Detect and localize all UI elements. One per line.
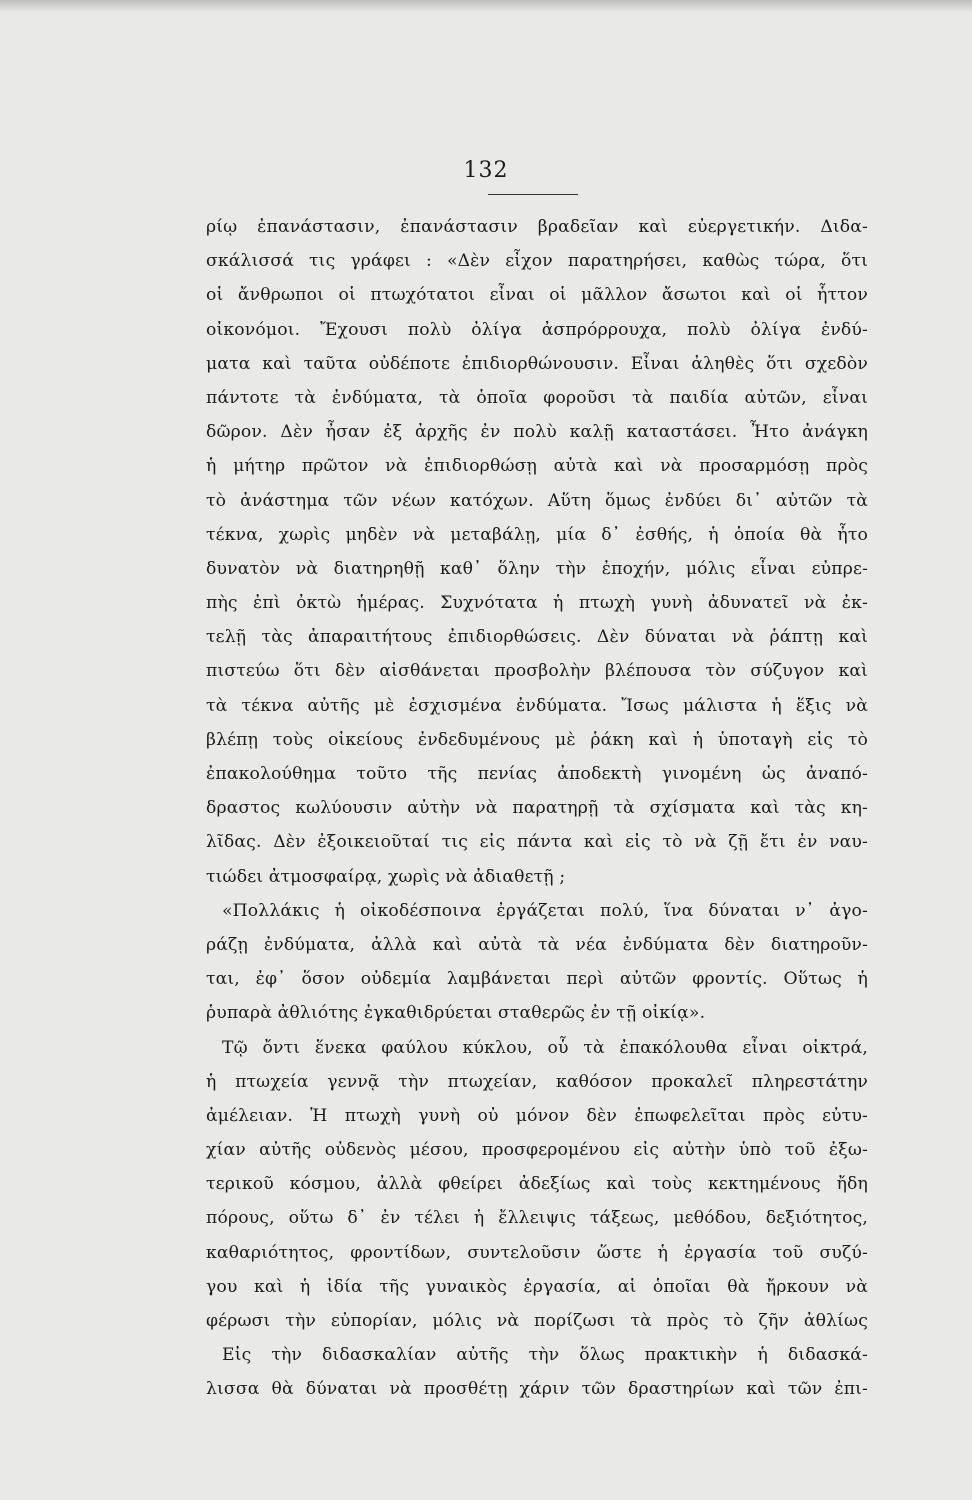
page-top-edge	[0, 0, 972, 12]
text-line: πὴς ἐπὶ ὀκτὼ ἡμέρας. Συχνότατα ἡ πτωχὴ γυνὴ ἀδυνατεῖ νὰ ἐκ-	[206, 593, 868, 614]
text-line: γου καὶ ἡ ἰδία τῆς γυναικὸς ἐργασία, αἱ ὁποῖαι θὰ ἤρκουν νὰ	[206, 1276, 868, 1297]
text-line: τελῇ τὰς ἀπαραιτήτους ἐπιδιορθώσεις. Δὲν δύναται νὰ ῥάπτῃ καὶ	[206, 627, 868, 648]
text-line: ματα καὶ ταῦτα οὐδέποτε ἐπιδιορθώνουσιν. Εἶναι ἀληθὲς ὅτι σχεδὸν	[206, 353, 868, 374]
text-line: λῖδας. Δὲν ἐξοικειοῦταί τις εἰς πάντα καὶ εἰς τὸ νὰ ζῇ ἔτι ἐν ναυ-	[206, 832, 868, 853]
text-line: τὸ ἀνάστημα τῶν νέων κατόχων. Αὕτη ὅμως ἐνδύει δι᾽ αὐτῶν τὰ	[206, 490, 868, 511]
text-line: οἱ ἄνθρωποι οἱ πτωχότατοι εἶναι οἱ μᾶλλον ἄσωτοι καὶ οἱ ἧττον	[206, 285, 868, 306]
text-line: πόρους, οὕτω δ᾽ ἐν τέλει ἡ ἔλλειψις τάξεως, μεθόδου, δεξιότητος,	[206, 1208, 868, 1229]
text-line: δραστος κωλύουσιν αὐτὴν νὰ παρατηρῇ τὰ σχίσματα καὶ τὰς κη-	[206, 798, 868, 819]
text-line: ρίῳ ἐπανάστασιν, ἐπανάστασιν βραδεῖαν καὶ εὐεργετικήν. Διδα-	[206, 217, 868, 237]
text-line: τέκνα, χωρὶς μηδὲν νὰ μεταβάλῃ, μία δ᾽ ἐσθής, ἡ ὁποία θὰ ἦτο	[206, 524, 868, 545]
text-line: πάντοτε τὰ ἐνδύματα, τὰ ὁποῖα φοροῦσι τὰ παιδία αὐτῶν, εἶναι	[206, 387, 868, 408]
text-line: σκάλισσά τις γράφει : «Δὲν εἶχον παρατηρήσει, καθὼς τώρα, ὅτι	[206, 251, 868, 272]
text-line: πιστεύω ὅτι δὲν αἰσθάνεται προσβολὴν βλέπουσα τὸν σύζυγον καὶ	[206, 661, 868, 682]
text-line: βλέπῃ τοὺς οἰκείους ἐνδεδυμένους μὲ ῥάκη καὶ ἡ ὑποταγὴ εἰς τὸ	[206, 729, 868, 750]
page-number-rule	[488, 194, 578, 195]
text-line: καθαριότητος, φροντίδων, συντελοῦσιν ὥστε ἡ ἐργασία τοῦ συζύ-	[206, 1242, 868, 1263]
text-line: ἡ μήτηρ πρῶτον νὰ ἐπιδιορθώσῃ αὐτὰ καὶ νὰ προσαρμόσῃ πρὸς	[206, 456, 868, 477]
text-line: χίαν αὐτῆς οὐδενὸς μέσου, προσφερομένου εἰς αὐτὴν ὑπὸ τοῦ ἐξω-	[206, 1140, 868, 1161]
text-line: ἀμέλειαν. Ἡ πτωχὴ γυνὴ οὐ μόνον δὲν ἐπωφελεῖται πρὸς εὐτυ-	[206, 1105, 868, 1126]
text-line: δῶρον. Δὲν ἦσαν ἐξ ἀρχῆς ἐν πολὺ καλῇ καταστάσει. Ἦτο ἀνάγκη	[206, 422, 868, 443]
text-line: τερικοῦ κόσμου, ἀλλὰ φθείρει ἀδεξίως καὶ τοὺς κεκτημένους ἤδη	[206, 1174, 868, 1195]
body-text	[206, 210, 868, 1407]
text-line: τὰ τέκνα αὐτῆς μὲ ἐσχισμένα ἐνδύματα. Ἴσως μάλιστα ἡ ἕξις νὰ	[206, 695, 868, 716]
text-line: ἡ πτωχεία γεννᾷ τὴν πτωχείαν, καθόσον προκαλεῖ πληρεστάτην	[206, 1071, 868, 1092]
page-number: 132	[463, 158, 509, 183]
paragraph-start-line: «Πολλάκις ἡ οἰκοδέσποινα ἐργάζεται πολύ, ἵνα δύναται ν᾽ ἀγο-	[222, 900, 868, 921]
paragraph-start-line: Τῷ ὄντι ἕνεκα φαύλου κύκλου, οὗ τὰ ἐπακόλουθα εἶναι οἰκτρά,	[222, 1037, 868, 1058]
text-line: δυνατὸν νὰ διατηρηθῇ καθ᾽ ὅλην τὴν ἐποχήν, μόλις εἶναι εὐπρε-	[206, 558, 868, 579]
text-line: ράζῃ ἐνδύματα, ἀλλὰ καὶ αὐτὰ τὰ νέα ἐνδύματα δὲν διατηροῦν-	[206, 934, 868, 955]
text-line: ἐπακολούθημα τοῦτο τῆς πενίας ἀποδεκτὴ γινομένη ὡς ἀναπό-	[206, 764, 868, 784]
paragraph-start-line: Εἰς τὴν διδασκαλίαν αὐτῆς τὴν ὅλως πρακτικὴν ἡ διδασκά-	[222, 1345, 868, 1366]
text-line: ται, ἐφ᾽ ὅσον οὐδεμία λαμβάνεται περὶ αὐτῶν φροντίς. Οὕτως ἡ	[206, 969, 868, 990]
paragraph-end-line: τιώδει ἀτμοσφαίρᾳ, χωρὶς νὰ ἀδιαθετῇ ;	[206, 866, 566, 887]
text-line: οἰκονόμοι. Ἔχουσι πολὺ ὀλίγα ἀσπρόρρουχα, πολὺ ὀλίγα ἐνδύ-	[206, 319, 868, 340]
paragraph-end-line: φέρωσι τὴν εὐπορίαν, μόλις νὰ πορίζωσι τὰ πρὸς τὸ ζῆν ἀθλίως	[206, 1311, 868, 1331]
text-line: λισσα θὰ δύναται νὰ προσθέτῃ χάριν τῶν δραστηρίων καὶ τῶν ἐπι-	[206, 1379, 868, 1400]
paragraph-end-line: ῥυπαρὰ ἀθλιότης ἐγκαθιδρύεται σταθερῶς ἐν τῇ οἰκίᾳ».	[206, 1003, 706, 1024]
